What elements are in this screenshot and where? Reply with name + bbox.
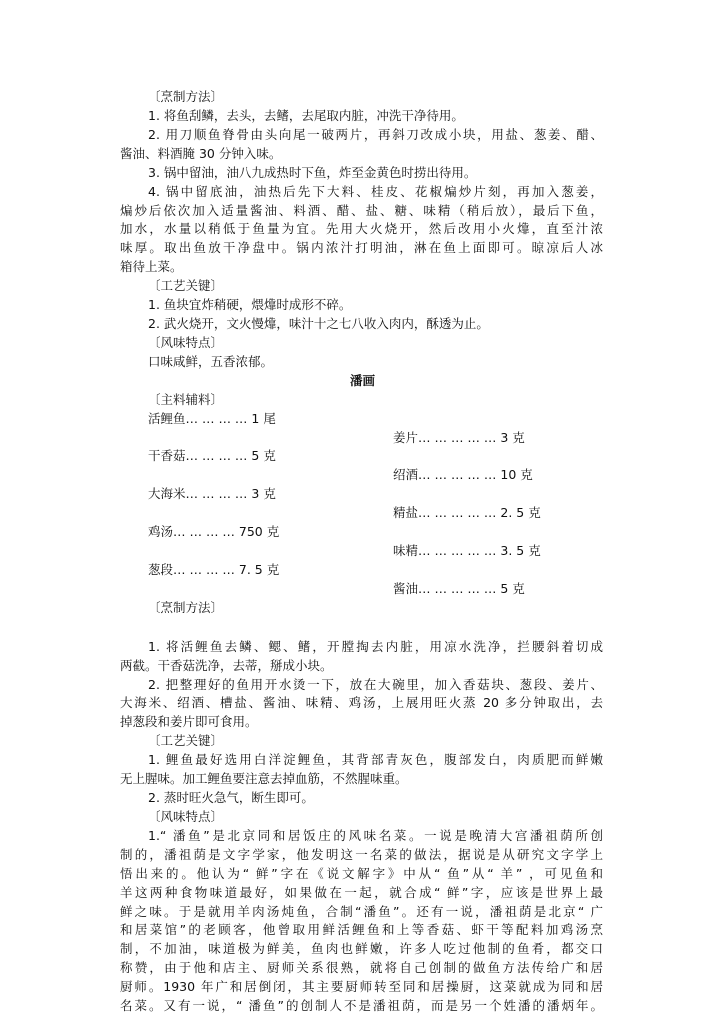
paragraph-line: 掉葱段和姜片即可食用。 [120, 714, 258, 730]
ingredients-header: 〔主料辅料〕 [148, 391, 224, 407]
paragraph-line: 大海米、绍酒、槽盐、酱油、味精、鸡汤，上展用旺火蒸 20 多分钟取出，去 [120, 695, 603, 711]
paragraph-line: 悟出来的。他认为“ 鲜”字在《说文解字》中从“ 鱼”从“ 羊” ，可见鱼和 [120, 865, 603, 881]
ingredient-item: 味精… … … … … 3. 5 克 [393, 543, 541, 558]
paragraph-line: 厨师。1930 年广和居倒闭，其主要厨师转至同和居操厨，这菜就成为同和居 [120, 979, 603, 995]
dish-title: 潘画 [349, 372, 375, 388]
ingredient-item: 干香菇… … … … 5 克 [148, 448, 276, 464]
paragraph-line: 口味咸鲜，五香浓郁。 [148, 353, 274, 369]
paragraph-line: 无上腥味。加工鲤鱼要注意去掉血筋，不然腥味重。 [120, 771, 408, 787]
paragraph-line: 箱待上菜。 [120, 259, 183, 275]
ingredient-item: 葱段… … … … 7. 5 克 [148, 561, 280, 577]
paragraph-line: 鲜之味。于是就用羊肉汤炖鱼，合制“潘鱼”。还有一说，潘祖荫是北京“ 广 [120, 903, 603, 919]
paragraph-line: 1. 将鱼刮鳞，去头，去鳍，去尾取内脏，冲洗干净待用。 [148, 107, 464, 123]
ingredient-item: 大海米… … … … 3 克 [148, 486, 276, 502]
method-header: 〔烹制方法〕 [148, 599, 224, 615]
craft-header: 〔工艺关键〕 [148, 278, 224, 294]
ingredient-item: 鸡汤… … … … 750 克 [148, 524, 280, 540]
paragraph-line: 1. 鲤鱼最好选用白洋淀鲤鱼，其背部青灰色，腹部发白，肉质肥而鲜嫩 [148, 752, 603, 768]
paragraph-line: 加水，水量以稍低于鱼量为宜。先用大火烧开，然后改用小火㸆，直至汁浓 [120, 221, 603, 237]
paragraph-line: 2. 把整理好的鱼用开水烫一下，放在大碗里，加入香菇块、葱段、姜片、 [148, 676, 603, 692]
paragraph-line: 名菜。又有一说，“ 潘鱼”的创制人不是潘祖荫，而是另一个姓潘的潘炳年。 [120, 998, 603, 1014]
paragraph-line: 和居菜馆”的老顾客，他曾取用鲜活鲤鱼和上等香菇、虾干等配料加鸡汤烹 [120, 922, 603, 938]
paragraph-line: 1.“ 潘鱼”是北京同和居饭庄的风味名菜。一说是晚清大宫潘祖荫所创 [148, 827, 603, 843]
paragraph-line: 羊这两种食物味道最好，如果做在一起，就合成“ 鲜”字，应该是世界上最 [120, 884, 603, 900]
paragraph-line: 味厚。取出鱼放干净盘中。锅内浓汁打明油，淋在鱼上面即可。晾凉后人冰 [120, 240, 603, 256]
paragraph-line: 2. 武火烧开，文火慢㸆，味汁十之七八收入肉内，酥透为止。 [148, 316, 489, 331]
method-header: 〔烹制方法〕 [148, 89, 224, 104]
paragraph-line: 1. 鱼块宜炸稍硬，煨㸆时成形不碎。 [148, 297, 352, 313]
ingredient-item: 绍酒… … … … … 10 克 [393, 467, 533, 483]
ingredient-item: 姜片… … … … … 3 克 [393, 429, 525, 445]
paragraph-line: 4. 锅中留底油，油热后先下大料、桂皮、花椒煸炒片刻，再加入葱姜， [148, 183, 603, 199]
ingredient-item: 活鲤鱼… … … … 1 尾 [148, 410, 276, 426]
flavor-header: 〔风味特点〕 [148, 334, 224, 350]
paragraph-line: 酱油、料酒腌 30 分钟入味。 [120, 145, 282, 161]
paragraph-line: 2. 用刀顺鱼脊骨由头向尾一破两片，再斜刀改成小块，用盐、葱姜、醋、 [148, 126, 603, 142]
ingredient-item: 酱油… … … … … 5 克 [393, 580, 525, 596]
flavor-header: 〔风味特点〕 [148, 808, 224, 824]
paragraph-line: 煸炒后依次加入适量酱油、料酒、醋、盐、糖、味精（稍后放），最后下鱼， [120, 202, 603, 218]
paragraph-line: 2. 蒸时旺火急气，断生即可。 [148, 790, 314, 805]
paragraph-line: 称赞，由于他和店主、厨师关系很熟，就将自己创制的做鱼方法传给广和居 [120, 960, 603, 976]
paragraph-line: 两截。干香菇洗净，去蒂，掰成小块。 [120, 657, 333, 673]
craft-header: 〔工艺关键〕 [148, 733, 224, 749]
ingredient-item: 精盐… … … … … 2. 5 克 [393, 505, 541, 521]
paragraph-line: 1. 将活鲤鱼去鳞、鳃、鳍，开膛掏去内脏，用凉水洗净，拦腰斜着切成 [148, 638, 603, 654]
paragraph-line: 3. 锅中留油，油八九成热时下鱼，炸至金黄色时捞出待用。 [148, 164, 477, 180]
paragraph-line: 制，不加油，味道极为鲜美，鱼肉也鲜嫩，许多人吃过他制的鱼肴，都交口 [120, 941, 603, 957]
paragraph-line: 制的，潘祖荫是文字学家，他发明这一名菜的做法，据说是从研究文字学上 [120, 846, 603, 862]
